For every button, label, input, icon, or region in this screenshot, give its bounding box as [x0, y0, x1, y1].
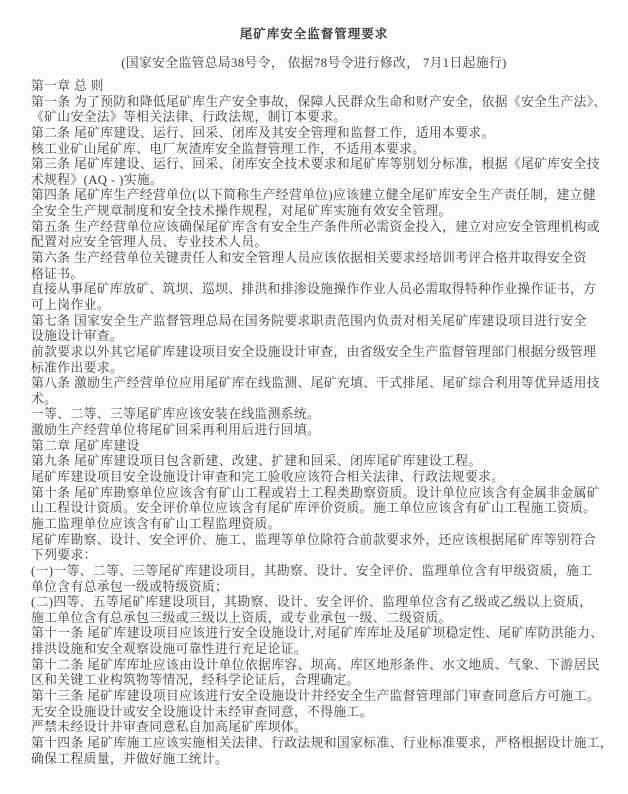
text-line: 设施设计审查。 [31, 329, 124, 344]
text-line: 第十四条 尾矿库施工应该实施相关法律、行政法规和国家标准、行业标准要求，严格根据设计施工， [31, 735, 614, 750]
text-line: 直接从事尾矿库放矿、筑坝、巡坝、排洪和排渗设施操作作业人员必需取得特种作业操作证书，方 [31, 282, 597, 297]
text-line: 第三条 尾矿库建设、运行、回采、闭库安全技术要求和尾矿库等别划分标准，根据《尾矿库安全技 [31, 157, 600, 172]
text-line: 第一章 总 则 [31, 79, 104, 93]
text-line: 第一条 为了预防和降低尾矿库生产安全事故，保障人民群众生命和财产安全，依据《安全生产法》、 [31, 94, 607, 109]
text-line: 激励生产经营单位将尾矿回采再利用后进行回填。 [31, 423, 321, 438]
text-line: 确保工程质量，并做好施工统计。 [31, 751, 229, 766]
text-line: 一等、二等、三等尾矿库应该安装在线监测系统。 [31, 407, 321, 422]
text-line: 前款要求以外其它尾矿库建设项目安全设施设计审查，由省级安全生产监督管理部门根据分级管理 [31, 344, 597, 359]
text-line: 第六条 生产经营单位关键责任人和安全管理人员应该依据相关要求经培训考评合格并取得安全资 [31, 251, 587, 266]
text-line: 第九条 尾矿库建设项目包含新建、改建、扩建和回采、闭库尾矿库建设工程。 [31, 454, 482, 469]
text-line: 山工程设计资质。安全评价单位应该含有尾矿库评价资质。施工单位应该含有矿山工程施工资质。 [31, 501, 597, 516]
text-line: 第二条 尾矿库建设、运行、回采、闭库及其安全管理和监督工作，适用本要求。 [31, 125, 495, 140]
text-line: 第五条 生产经营单位应该确保尾矿库含有安全生产条件所必需资金投入，建立对应安全管理机构或 [31, 219, 600, 234]
text-line: 第十条 尾矿库勘察单位应该含有矿山工程或岩土工程类勘察资质。设计单位应该含有金属非金属矿 [31, 485, 600, 500]
text-line: 尾矿库建设项目安全设施设计审查和完工验收应该符合相关法律、行政法规要求。 [31, 470, 505, 485]
text-line: 第七条 国家安全生产监督管理总局在国务院要求职责范围内负责对相关尾矿库建设项目进行安全 [31, 313, 587, 328]
text-line: (一)一等、二等、三等尾矿库建设项目，其勘察、设计、安全评价、监理单位含有甲级资质，施工 [31, 563, 593, 578]
text-line: 下列要求： [31, 548, 97, 563]
text-line: 标准作出要求。 [31, 360, 124, 375]
text-line: 严禁未经设计并审查同意私自加高尾矿库坝体。 [31, 720, 308, 735]
text-line: 第二章 尾矿库建设 [31, 438, 140, 453]
text-line: 第四条 尾矿库生产经营单位(以下简称生产经营单位)应该建立健全尾矿库安全生产责任制，建立健 [31, 188, 596, 203]
document-body [31, 79, 622, 767]
text-line: 术规程》(AQ - )实施。 [31, 172, 164, 187]
text-line: 施工单位含有总承包三级或三级以上资质，或专业承包一级、二级资质。 [31, 610, 452, 625]
text-line: 排洪设施和安全观察设施可靠性进行充足论证。 [31, 642, 308, 657]
document-subtitle: (国家安全监管总局38号令， 依据78号令进行修改， 7月1日起施行) [121, 56, 507, 70]
text-line: 尾矿库勘察、设计、安全评价、施工、监理等单位除符合前款要求外，还应该根据尾矿库等别符合 [31, 532, 597, 547]
text-line: 格证书。 [31, 266, 84, 281]
text-line: (二)四等、五等尾矿库建设项目，其勘察、设计、安全评价、监理单位含有乙级或乙级以上资质， [31, 595, 593, 610]
text-line: 区和关键工业构筑物等情况，经科学论证后，合理确定。 [31, 673, 360, 688]
text-line: 第八条 激励生产经营单位应用尾矿库在线监测、尾矿充填、干式排尾、尾矿综合利用等优异适用技 [31, 376, 600, 391]
text-line: 《矿山安全法》等相关法律、行政法规，制订本要求。 [31, 110, 347, 125]
document-title: 尾矿库安全监督管理要求 [239, 27, 389, 41]
text-line: 全安全生产规章制度和安全技术操作规程，对尾矿库实施有效安全管理。 [31, 204, 452, 219]
text-line: 施工监理单位应该含有矿山工程监理资质。 [31, 516, 281, 531]
text-line: 核工业矿山尾矿库、电厂灰渣库安全监督管理工作，不适用本要求。 [31, 141, 426, 156]
text-line: 单位含有总承包一级或特级资质； [31, 579, 229, 594]
text-line: 第十一条 尾矿库建设项目应该进行安全设施设计,对尾矿库库址及尾矿坝稳定性、尾矿库防洪能力、 [31, 626, 604, 641]
text-line: 第十三条 尾矿库建设项目应该进行安全设施设计并经安全生产监督管理部门审查同意后方可施工。 [31, 688, 600, 703]
text-line: 可上岗作业。 [31, 297, 110, 312]
text-line: 术。 [31, 391, 58, 406]
text-line: 无安全设施设计或安全设施设计未经审查同意，不得施工。 [31, 704, 373, 719]
text-line: 配置对应安全管理人员、专业技术人员。 [31, 235, 268, 250]
text-line: 第十二条 尾矿库库址应该由设计单位依据库容、坝高、库区地形条件、水文地质、气象、下游居民 [31, 657, 600, 672]
